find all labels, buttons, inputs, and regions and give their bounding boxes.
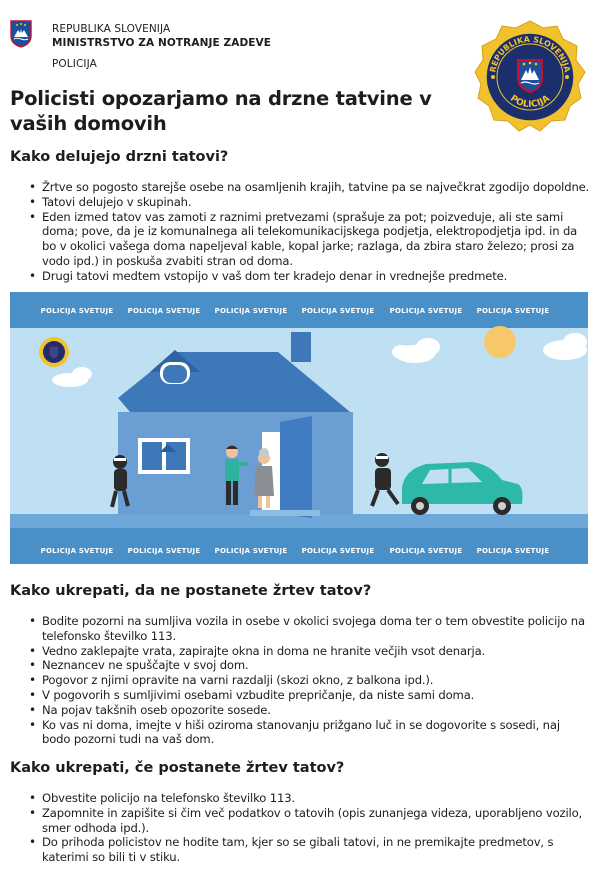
- list-item: • Na pojav takšnih oseb opozorite sosede.: [30, 703, 590, 718]
- bottom-banner: [10, 528, 588, 564]
- open-door: [280, 416, 312, 518]
- banner-text: POLICIJA SVETUJE: [301, 547, 375, 555]
- police-emblem-icon: [39, 337, 69, 367]
- list-item: • Obvestite policijo na telefonsko številko 113.: [30, 791, 590, 806]
- section-heading: Kako ukrepati, če postanete žrtev tatov?: [10, 760, 345, 776]
- section-if-victim: [10, 759, 590, 865]
- list-item: • Tatovi delujejo v skupinah.: [30, 195, 590, 210]
- badge-top-text: REPUBLIKA SLOVENIJA: [488, 34, 572, 74]
- banner-text: POLICIJA SVETUJE: [476, 307, 550, 315]
- banner-text: POLICIJA SVETUJE: [389, 547, 463, 555]
- list-item: • Do prihoda policistov ne hodite tam, kjer so se gibali tatovi, in ne premikajte predmetov, s katerimi so bili ti v stiku.: [30, 835, 590, 865]
- list-item: • Drugi tatovi medtem vstopijo v vaš dom ter kradejo denar in vrednejše predmete.: [30, 269, 590, 284]
- banner-text: POLICIJA SVETUJE: [301, 307, 375, 315]
- section-heading: Kako ukrepati, da ne postanete žrtev tatov?: [10, 583, 372, 599]
- badge-coat-of-arms-icon: [518, 60, 542, 92]
- banner-text: POLICIJA SVETUJE: [127, 547, 201, 555]
- section-prevention: [10, 582, 590, 747]
- bullet-list: [10, 614, 590, 747]
- list-item: • Vedno zaklepajte vrata, zapirajte okna in doma ne hranite večjih vsot denarja.: [30, 644, 590, 659]
- list-item: • Ko vas ni doma, imejte v hiši oziroma stanovanju prižgano luč in se dogovorite s sosedi, naj bodo pozorni tudi na vaš dom.: [30, 718, 590, 748]
- list-item: • Eden izmed tatov vas zamoti z raznimi pretvezami (sprašuje za pot; poizveduje, ali ste sami doma; pove, da je iz komunalnega ali telekomunikacijskega podjetja, elektropodjetja ipd. in da bo v okolici vašega doma napeljeval kable, kopal jarke; razlaga, da zbira staro železo; prosi za vodo ipd.) in poskuša zvabiti stran od doma.: [30, 210, 590, 269]
- list-item: • Pogovor z njimi opravite na varni razdalji (skozi okno, z balkona ipd.).: [30, 673, 590, 688]
- list-item: • Žrtve so pogosto starejše osebe na osamljenih krajih, tatvine pa se največkrat zgodijo dopoldne.: [30, 180, 590, 195]
- bullet-list: [10, 180, 590, 284]
- section-heading: Kako delujejo drzni tatovi?: [10, 149, 229, 165]
- banner-text: POLICIJA SVETUJE: [214, 307, 288, 315]
- police-badge-logo: [473, 20, 587, 134]
- list-item: • Neznancev ne spuščajte v svoj dom.: [30, 658, 590, 673]
- bullet-list: [10, 791, 590, 865]
- banner-text: POLICIJA SVETUJE: [389, 307, 463, 315]
- banner-text: POLICIJA SVETUJE: [40, 547, 114, 555]
- list-item: • Bodite pozorni na sumljiva vozila in osebe v okolici svojega doma ter o tem obvestite policijo na telefonsko številko 113.: [30, 614, 590, 644]
- sun-icon: [484, 326, 516, 358]
- badge-bottom-text: POLICIJA: [508, 93, 552, 111]
- list-item: • V pogovorih s sumljivimi osebami vzbudite prepričanje, da niste sami doma.: [30, 688, 590, 703]
- banner-text: POLICIJA SVETUJE: [214, 547, 288, 555]
- ministry-line-2: MINISTRSTVO ZA NOTRANJE ZADEVE: [52, 37, 272, 49]
- banner-text: POLICIJA SVETUJE: [127, 307, 201, 315]
- ministry-name: [52, 22, 271, 71]
- ground: [10, 514, 588, 530]
- banner-text: POLICIJA SVETUJE: [476, 547, 550, 555]
- section-how-thieves-operate: [10, 148, 590, 284]
- ministry-line-3: POLICIJA: [52, 58, 97, 70]
- banner-text: POLICIJA SVETUJE: [40, 307, 114, 315]
- police-advice-illustration: [10, 292, 588, 564]
- ministry-line-1: REPUBLIKA SLOVENIJA: [52, 23, 171, 35]
- list-item: • Zapomnite in zapišite si čim več podatkov o tatovih (opis zunanjega videza, uporabljeno vozilo, smer odhoda ipd.).: [30, 806, 590, 836]
- page-title: Policisti opozarjamo na drzne tatvine v vaših domovih: [10, 87, 432, 135]
- slovenia-coat-of-arms-icon: [10, 20, 32, 48]
